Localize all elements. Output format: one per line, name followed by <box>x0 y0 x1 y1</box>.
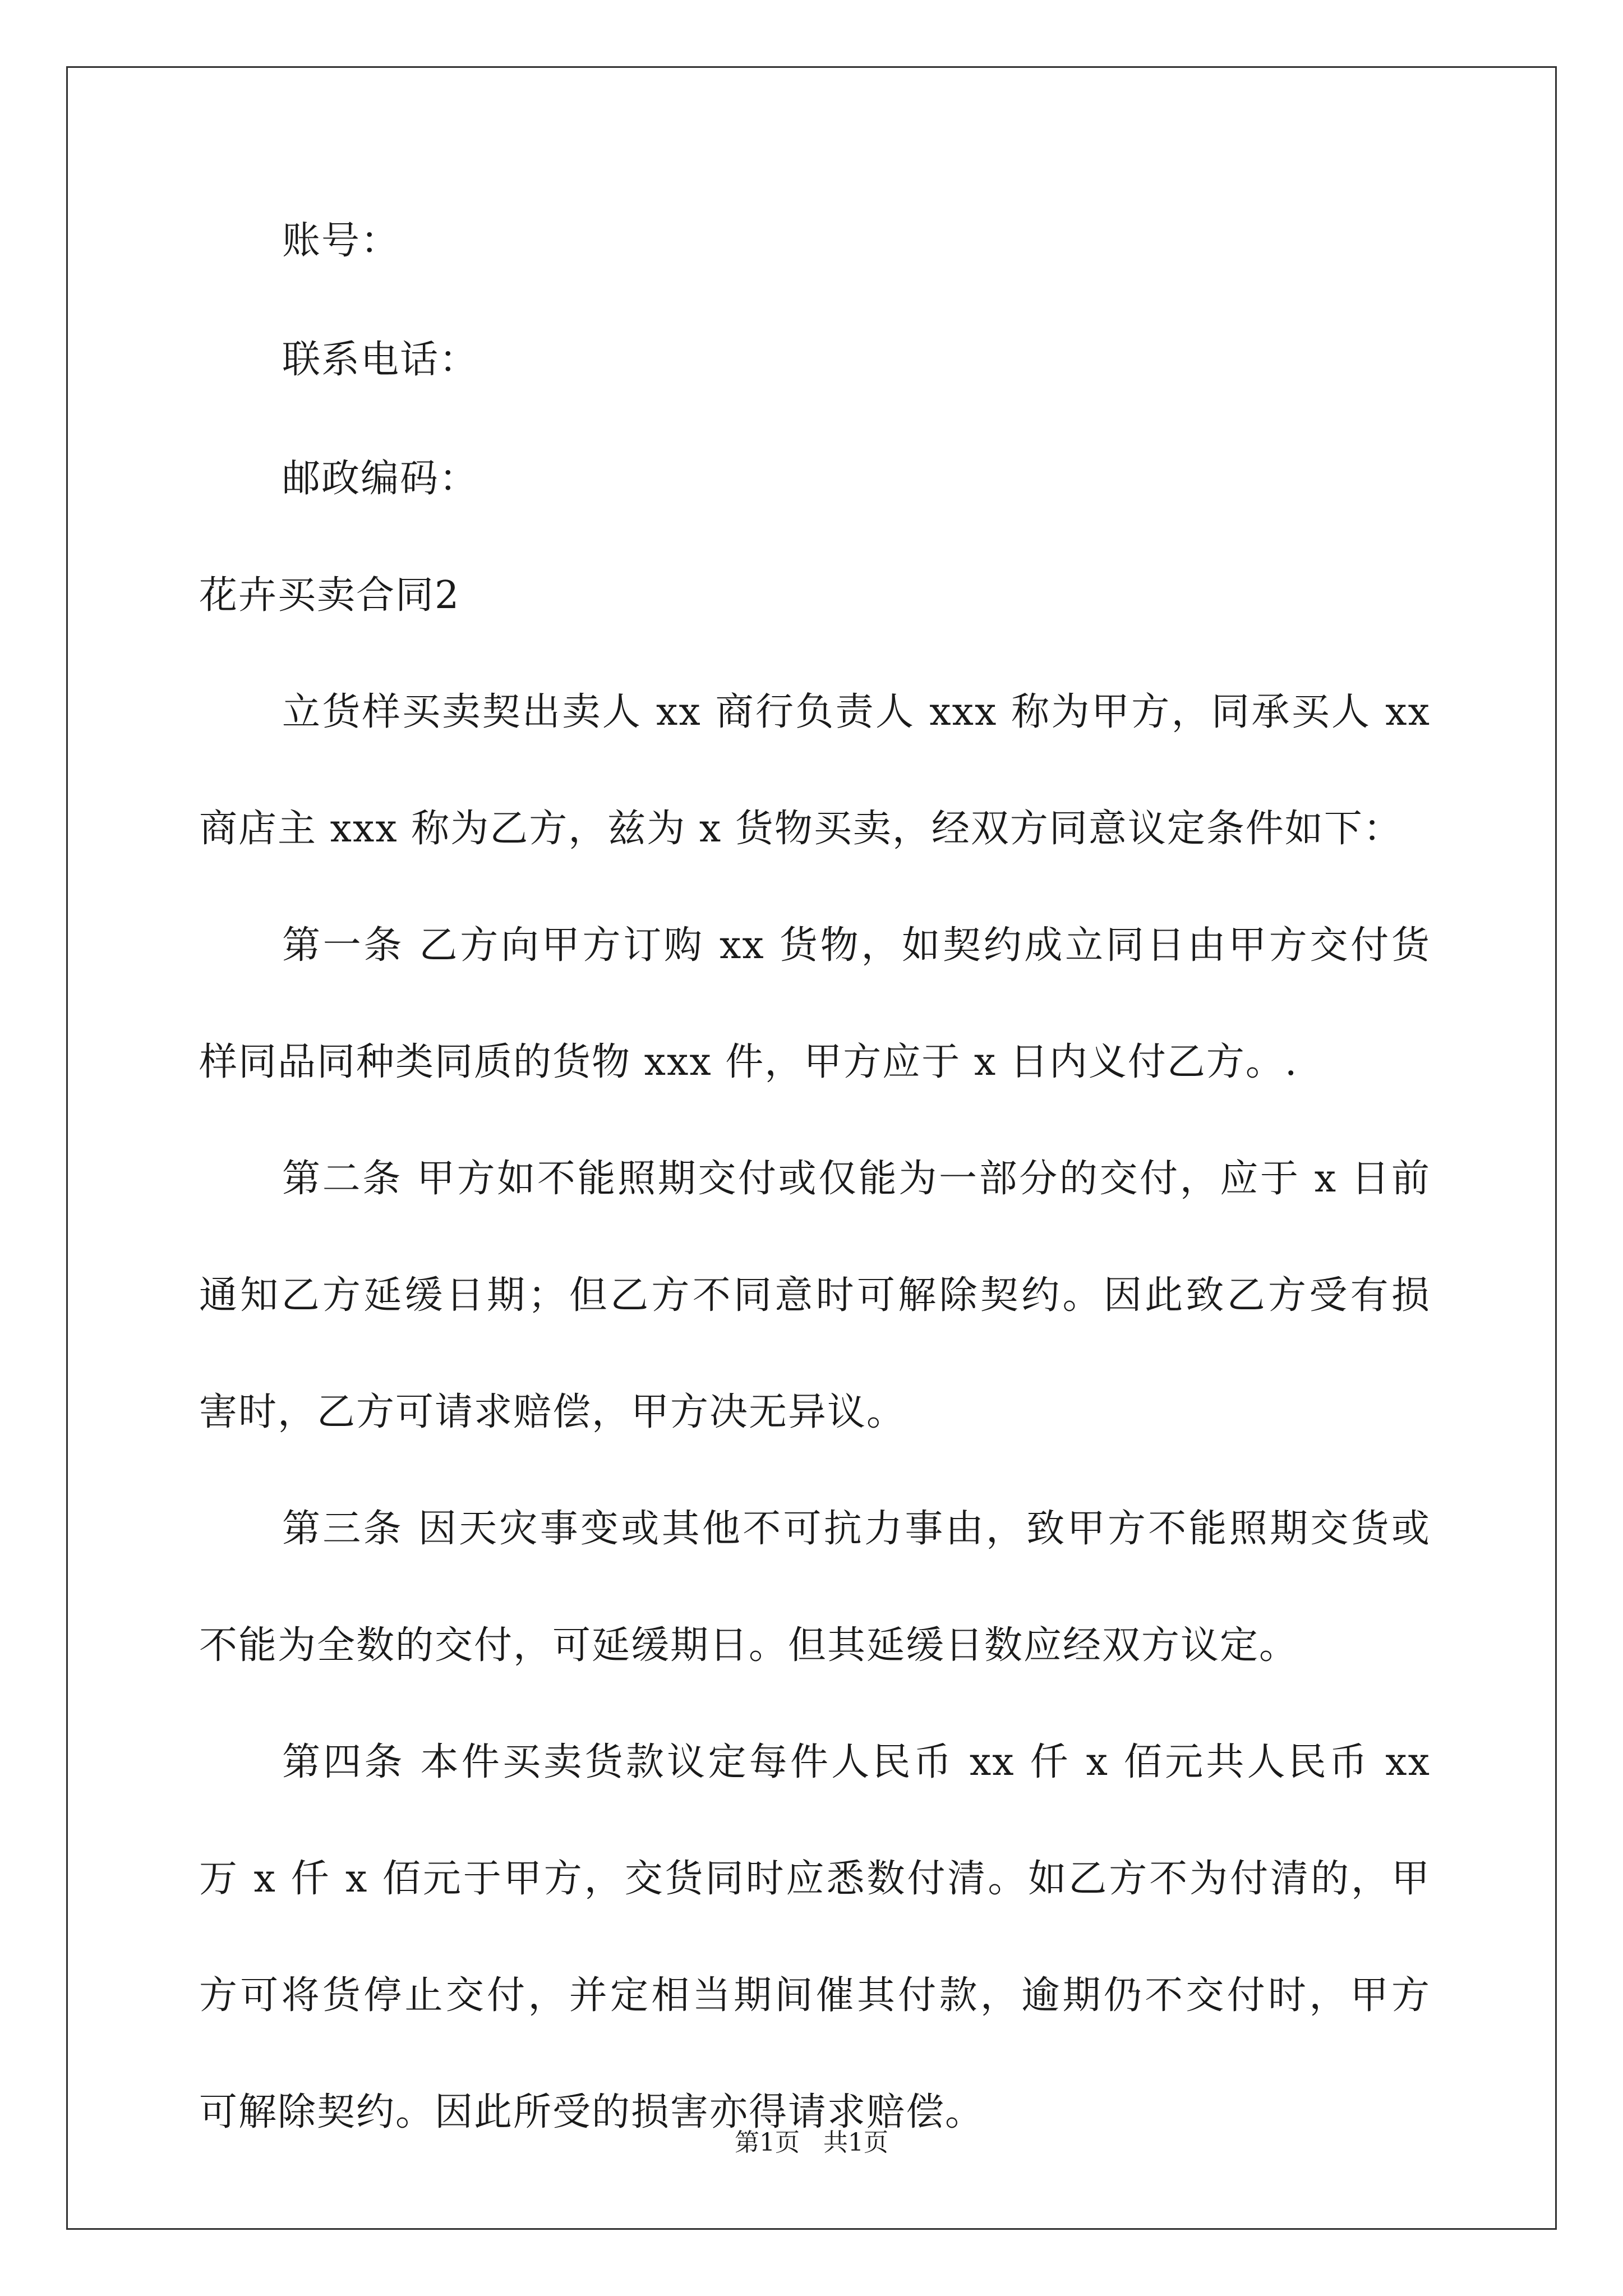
paragraph-article-3 <box>199 1501 1431 1674</box>
paragraph-article-1 <box>199 918 1431 1091</box>
paragraph-line: 害时，乙方可请求赔偿，甲方决无异议。 <box>199 1390 906 1434</box>
paragraph-line: 不能为全数的交付，可延缓期日。但其延缓日数应经双方议定。 <box>199 1623 1299 1668</box>
paragraph-article-2 <box>199 1151 1431 1441</box>
paragraph-line: 第四条 本件买卖货款议定每件人民币 xx 仟 x 佰元共人民币 xx <box>282 1740 1431 1784</box>
paragraph-line: 万 x 仟 x 佰元于甲方，交货同时应悉数付清。如乙方不为付清的，甲 <box>199 1857 1431 1901</box>
paragraph-line: 样同品同种类同质的货物 xxx 件，甲方应于 x 日内义付乙方。. <box>199 1040 1298 1084</box>
paragraph-line: 第三条 因天灾事变或其他不可抗力事由，致甲方不能照期交货或 <box>282 1507 1431 1551</box>
account-label: 账号： <box>282 219 400 263</box>
page-number-footer: 第1页 共1页 <box>735 2128 888 2157</box>
paragraph-line: 可解除契约。因此所受的损害亦得请求赔偿。 <box>199 2090 985 2134</box>
paragraph-line: 通知乙方延缓日期；但乙方不同意时可解除契约。因此致乙方受有损 <box>199 1273 1431 1318</box>
paragraph-preamble <box>199 684 1431 857</box>
paragraph-line: 方可将货停止交付，并定相当期间催其付款，逾期仍不交付时，甲方 <box>199 1973 1431 2018</box>
phone-label: 联系电话： <box>282 338 479 382</box>
paragraph-line: 商店主 xxx 称为乙方，兹为 x 货物买卖，经双方同意议定条件如下： <box>199 807 1403 851</box>
paragraph-line: 第二条 甲方如不能照期交付或仅能为一部分的交付，应于 x 日前 <box>282 1157 1431 1201</box>
document-body <box>199 213 1431 2201</box>
section-heading: 花卉买卖合同2 <box>199 573 460 618</box>
postcode-label: 邮政编码： <box>282 457 479 501</box>
paragraph-article-4 <box>199 1734 1431 2141</box>
paragraph-line: 立货样买卖契出卖人 xx 商行负责人 xxx 称为甲方，同承买人 xx <box>282 690 1431 734</box>
paragraph-line: 第一条 乙方向甲方订购 xx 货物，如契约成立同日由甲方交付货 <box>282 923 1431 968</box>
